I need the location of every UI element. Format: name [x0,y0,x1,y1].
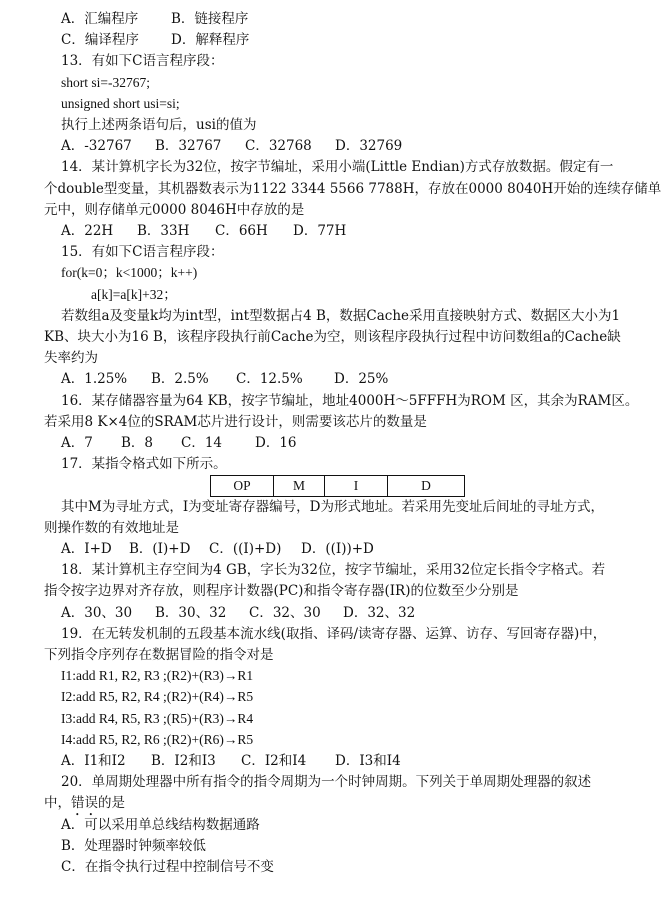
option-c: C．66H [215,223,268,239]
q17-line1: 其中M为寻址方式，I为变址寄存器编号，D为形式地址。若采用先变址后间址的寻址方式， [61,499,604,515]
q13-options [61,135,402,157]
q18-options [61,602,415,624]
option-c: C．12.5% [236,371,303,387]
option-d: D．32、32 [343,605,416,621]
option-a: A．30、30 [61,605,133,621]
q20-line2-post: 的是 [98,795,125,811]
option-b: B．(I)+D [129,541,191,557]
q20-option-c: C．在指令执行过程中控制信号不变 [61,859,274,875]
option-d: D．I3和I4 [335,753,401,769]
option-d: D．16 [255,435,297,451]
option-a: C．编译程序 [61,32,139,48]
q15-options [61,368,388,390]
q14-options [61,220,346,242]
option-b: B．2.5% [151,371,209,387]
option-b: B．30、32 [155,605,227,621]
q15-line2: KB、块大小为16 B，该程序段执行前Cache为空，则该程序段执行过程中访问数组a的Cache缺 [44,329,621,345]
option-d: D．77H [293,223,347,239]
q15-line1: 若数组a及变量k均为int型，int型数据占4 B，数据Cache采用直接映射方式、数据区大小为1 [61,308,621,324]
q18-line1: 18．某计算机主存空间为4 GB，字长为32位，按字节编址，采用32位定长指令字格式。若 [61,562,606,578]
option-d: D．25% [334,371,389,387]
option-b: B．32767 [155,138,222,154]
q19-options [61,750,401,772]
option-a: A．汇编程序 [61,11,139,27]
option-c: C．32768 [245,138,312,154]
q16-options [61,432,297,454]
q13-code2: unsigned short usi=si; [61,96,180,111]
q16-line2: 若采用8 K×4位的SRAM芯片进行设计，则需要该芯片的数量是 [44,414,427,430]
option-c: C．I2和I4 [241,753,307,769]
option-d: D．32769 [335,138,403,154]
q14-line1: 14．某计算机字长为32位，按字节编址，采用小端(Little Endian)方式存放数据。假定有一 [61,159,614,175]
q15-stem: 15．有如下C语言程序段： [61,244,224,260]
option-a: A．-32767 [61,138,132,154]
option-a: A．I1和I2 [61,753,126,769]
option-c: C．14 [181,435,223,451]
option-a: A．I+D [61,541,112,557]
option-b: B．33H [137,223,190,239]
option-b: B．8 [121,435,154,451]
q19-line2: 下列指令序列存在数据冒险的指令对是 [44,647,274,663]
q17-line2: 则操作数的有效地址是 [44,520,179,536]
option-a: A．22H [61,223,114,239]
q17-format-table [210,475,465,497]
q19-instr-3: I3:add R4, R5, R3 ;(R5)+(R3)→R4 [61,711,254,726]
option-b: B．链接程序 [171,11,249,27]
q19-instr-4: I4:add R5, R2, R6 ;(R2)+(R6)→R5 [61,732,254,747]
option-a: A．7 [61,435,93,451]
q20-option-b: B．处理器时钟频率较低 [61,838,206,854]
q17-stem: 17．某指令格式如下所示。 [61,456,227,472]
prev-options-row2 [61,29,249,51]
q13-stem: 13．有如下C语言程序段： [61,53,224,69]
option-c: C．((I)+D) [209,541,282,557]
q15-code1: for(k=0；k<1000；k++) [61,265,198,280]
format-field: OP [211,476,274,497]
format-field: D [388,476,465,497]
q20-line1: 20．单周期处理器中所有指令的指令周期为一个时钟周期。下列关于单周期处理器的叙述 [61,774,592,790]
format-field: M [274,476,325,497]
q17-options [61,538,374,560]
option-a: A．1.25% [61,371,128,387]
q19-instr-1: I1:add R1, R2, R3 ;(R2)+(R3)→R1 [61,668,254,683]
q19-line1: 19．在无转发机制的五段基本流水线(取指、译码/读寄存器、运算、访存、写回寄存器)中， [61,626,607,642]
q15-line3: 失率约为 [44,350,98,366]
q20-option-a: A．可以采用单总线结构数据通路 [61,817,260,833]
option-d: D．((I))+D [301,541,374,557]
q18-line2: 指令按字边界对齐存放，则程序计数器(PC)和指令寄存器(IR)的位数至少分别是 [44,583,519,599]
q19-instr-2: I2:add R5, R2, R4 ;(R2)+(R4)→R5 [61,689,254,704]
q20-line2-pre: 中， [44,795,71,811]
q15-code2: a[k]=a[k]+32； [91,287,177,302]
option-c: C．32、30 [249,605,321,621]
q16-line1: 16．某存储器容量为64 KB，按字节编址，地址4000H～5FFFH为ROM 区，其余为RAM区。 [61,393,639,409]
q13-code1: short si=-32767; [61,75,150,90]
q14-line2: 个double型变量，其机器数表示为1122 3344 5566 7788H，存放在0000 8040H开始的连续存储单 [44,181,662,197]
prev-options-row1 [61,8,248,30]
q20-line2-emphasis: 错误 [71,795,98,811]
q13-question: 执行上述两条语句后，usi的值为 [61,117,257,133]
option-b: B．I2和I3 [151,753,216,769]
format-field: I [325,476,388,497]
q20-line2 [44,792,125,814]
option-b: D．解释程序 [171,32,250,48]
q14-line3: 元中，则存储单元0000 8046H中存放的是 [44,202,305,218]
